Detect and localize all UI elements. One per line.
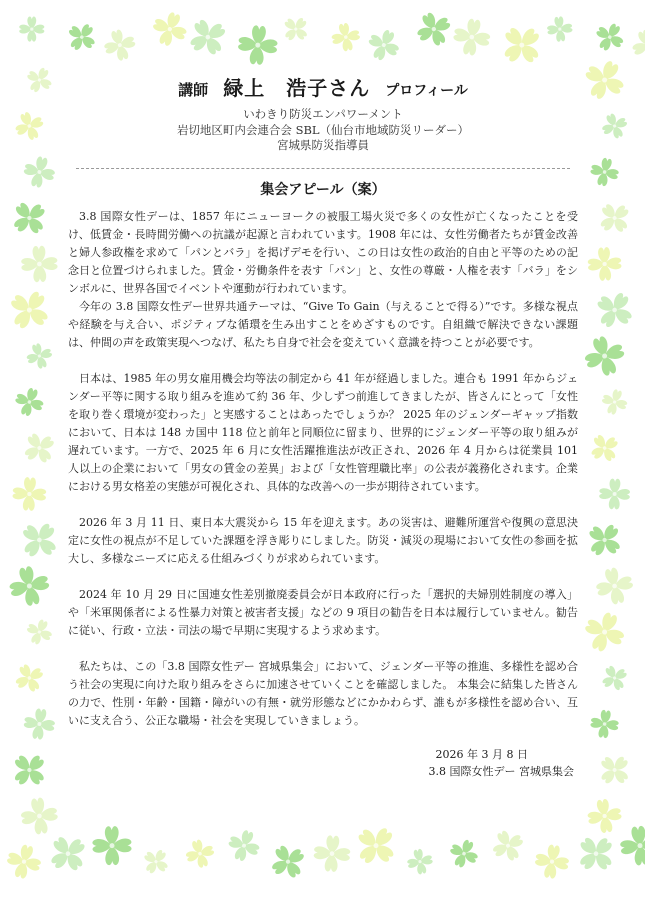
clover-icon xyxy=(618,824,645,867)
clover-icon xyxy=(445,835,482,872)
clover-icon xyxy=(265,839,311,885)
clover-icon xyxy=(6,563,53,610)
clover-icon xyxy=(329,21,362,54)
paragraph-un-recommendation: 2024 年 10 月 29 日に国連女性差別撤廃委員会が日本政府に行った「選択的夫婦別姓制度の導入」や「米軍関係者による性暴力対策と被害者支援」などの 9 項目の勧告を日本は履行していません。勧告に従い、行政・立法・司法の場で早期に実現するよう求めます。 xyxy=(68,587,578,637)
clover-icon xyxy=(24,340,56,372)
clover-icon xyxy=(589,708,620,739)
clover-icon xyxy=(588,155,621,188)
appeal-heading: 集会アピール（案） xyxy=(260,181,386,198)
profile-label: プロフィール xyxy=(385,83,468,99)
clover-icon xyxy=(411,7,456,52)
clover-icon xyxy=(4,841,45,882)
paragraph-history: 3.8 国際女性デーは、1857 年にニューヨークの被服工場火災で多くの女性が亡くなったことを受け、低賃金・長時間労働への抗議が起源と言われています。1908 年には、女性労働者たちが賃金改善と婦人参政権を求めて「パンとバラ」を掲げデモを行い、この日は女性の政治的自由と平等のための記念日と位置づけられました。賃金・労働条件を表す「パン」と、女性の尊厳・人権を表す「バラ」をシンボルに、世界各国でイベントや運動が行われています。 xyxy=(68,209,578,295)
clover-icon xyxy=(598,109,631,142)
clover-icon xyxy=(580,331,630,381)
clover-icon xyxy=(405,847,435,877)
clover-icon xyxy=(2,283,56,337)
document-content xyxy=(68,66,578,780)
clover-icon xyxy=(12,476,47,511)
clover-icon xyxy=(22,707,57,742)
clover-icon xyxy=(22,63,56,97)
affiliation-2: 岩切地区町内会連合会 SBL（仙台市地域防災リーダー） xyxy=(176,122,470,137)
clover-icon xyxy=(546,15,574,43)
clover-icon xyxy=(348,818,403,873)
clover-icon xyxy=(579,606,630,657)
section-divider xyxy=(76,168,570,169)
organizer-name: 3.8 国際女性デー 宮城県集会 xyxy=(428,764,574,778)
clover-icon xyxy=(570,828,621,879)
appeal-date: 2026 年 3 月 8 日 xyxy=(435,747,528,761)
paragraph-earthquake: 2026 年 3 月 11 日、東日本大震災から 15 年を迎えます。あの災害は、避難所運営や復興の意思決定に女性の視点が不足していた課題を浮き彫りにしました。防災・減災の現場において女性の参画を拡大し、多様なニーズに応える仕組みづくりが求められています。 xyxy=(68,515,578,565)
clover-icon xyxy=(101,26,139,64)
clover-icon xyxy=(11,108,48,145)
clover-icon xyxy=(21,245,58,282)
clover-icon xyxy=(18,427,61,470)
clover-icon xyxy=(19,796,60,837)
clover-icon xyxy=(14,514,65,565)
clover-icon xyxy=(593,748,636,791)
clover-icon xyxy=(138,844,173,879)
clover-icon xyxy=(597,661,631,695)
clover-icon xyxy=(628,25,645,65)
clover-icon xyxy=(593,196,636,239)
signature-block xyxy=(68,746,578,780)
clover-icon xyxy=(43,828,94,879)
clover-icon xyxy=(494,18,549,73)
clover-icon xyxy=(313,834,352,873)
clover-icon xyxy=(487,825,528,866)
clover-icon xyxy=(585,429,624,468)
clover-icon xyxy=(92,826,132,866)
clover-icon xyxy=(148,8,191,51)
speaker-name: 緑上 浩子さん xyxy=(223,76,371,100)
profile-title xyxy=(68,72,578,101)
clover-icon xyxy=(585,797,623,835)
clover-icon xyxy=(591,18,629,56)
paragraph-japan-gap: 日本は、1985 年の男女雇用機会均等法の制定から 41 年が経過しました。連合も 1991 年からジェンダー平等に関する取り組みを進めて約 36 年、少しずつ前進してきましたが、皆さんにとって「女性を取り巻く環境が変わった」と実感することはあったでしょうか？ 2025 年のジェンダーギャップ指数において、日本は 148 カ国中 118 位と前年と同順位に留まり、世界的にジェンダー平等の取り組みが遅れています。一方で、2025 年 6 月に女性活躍推進法が改正され、2026 年 4 月からは従業員 101 人以上の企業において「男女の賃金の差異」および「女性管理職比率」の公表が義務化されます。企業における男女格差の実態が可視化され、具体的な改善への一歩が期待されています。 xyxy=(68,371,578,493)
affiliation-1: いわきり防災エンパワーメント xyxy=(243,107,403,121)
clover-icon xyxy=(19,17,44,42)
clover-icon xyxy=(6,746,53,793)
clover-icon xyxy=(578,54,631,107)
clover-icon xyxy=(237,24,279,66)
clover-icon xyxy=(589,285,639,335)
clover-icon xyxy=(6,194,53,241)
clover-icon xyxy=(183,836,218,871)
paragraph-closing: 私たちは、この「3.8 国際女性デー 宮城県集会」において、ジェンダー平等の推進、多様性を認め合う社会の実現に向けた取り組みをさらに加速させていくことを確認しました。 本集会に結集した皆さんの力で、性別・年齢・国籍・障がいの有無・就労形態などにかかわらず、誰もが多様性を認め合い、互いに支え合う、公正な職場・社会を実現していきましょう。 xyxy=(68,659,578,727)
speaker-role: 講師 xyxy=(178,81,209,99)
clover-icon xyxy=(587,246,622,281)
clover-icon xyxy=(183,12,233,62)
affiliation-3: 宮城県防災指導員 xyxy=(277,138,369,152)
clover-icon xyxy=(599,478,631,510)
clover-icon xyxy=(581,516,628,563)
clover-icon xyxy=(451,16,493,58)
clover-icon xyxy=(533,843,571,881)
clover-icon xyxy=(10,659,48,697)
clover-icon xyxy=(62,18,101,57)
paragraph-theme: 今年の 3.8 国際女性デー世界共通テーマは、“Give To Gain（与えることで得る）”です。多様な視点や経験を与え合い、ポジティブな循環を生み出すことをめざすものです。自組織で解決できない課題は、仲間の声を政策実現へつなげ、私たち自身で社会を変えていく意識を持つことが必要です。 xyxy=(68,299,578,349)
clover-icon xyxy=(21,153,58,190)
clover-icon xyxy=(599,386,631,418)
clover-icon xyxy=(363,25,404,66)
clover-icon xyxy=(12,384,47,419)
clover-icon xyxy=(593,564,637,608)
clover-icon xyxy=(23,615,56,648)
clover-icon xyxy=(224,826,263,865)
clover-icon xyxy=(278,11,313,46)
